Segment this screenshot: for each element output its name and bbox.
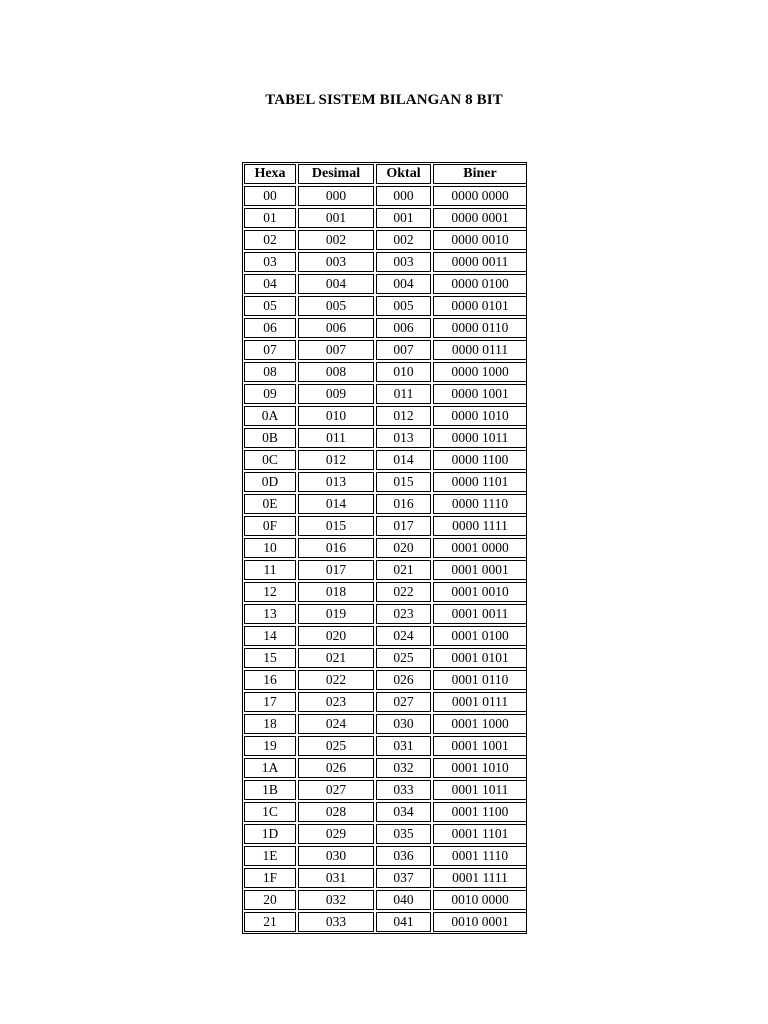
cell-hexa: 15 xyxy=(244,648,296,668)
cell-biner: 0001 1111 xyxy=(433,868,527,888)
cell-oktal: 004 xyxy=(376,274,431,294)
table-row xyxy=(244,692,527,712)
cell-oktal: 013 xyxy=(376,428,431,448)
table-row xyxy=(244,890,527,910)
cell-biner: 0000 0001 xyxy=(433,208,527,228)
cell-biner: 0001 1000 xyxy=(433,714,527,734)
cell-desimal: 029 xyxy=(298,824,374,844)
cell-oktal: 012 xyxy=(376,406,431,426)
cell-hexa: 03 xyxy=(244,252,296,272)
cell-desimal: 022 xyxy=(298,670,374,690)
table-row xyxy=(244,780,527,800)
cell-biner: 0001 0100 xyxy=(433,626,527,646)
cell-hexa: 0E xyxy=(244,494,296,514)
number-system-table xyxy=(242,162,529,934)
table-row xyxy=(244,428,527,448)
cell-hexa: 06 xyxy=(244,318,296,338)
cell-hexa: 1A xyxy=(244,758,296,778)
table-row xyxy=(244,846,527,866)
cell-desimal: 006 xyxy=(298,318,374,338)
cell-hexa: 0C xyxy=(244,450,296,470)
cell-desimal: 002 xyxy=(298,230,374,250)
table-row xyxy=(244,648,527,668)
cell-hexa: 1D xyxy=(244,824,296,844)
cell-hexa: 04 xyxy=(244,274,296,294)
cell-oktal: 015 xyxy=(376,472,431,492)
cell-desimal: 026 xyxy=(298,758,374,778)
cell-oktal: 014 xyxy=(376,450,431,470)
cell-hexa: 07 xyxy=(244,340,296,360)
cell-oktal: 020 xyxy=(376,538,431,558)
cell-oktal: 040 xyxy=(376,890,431,910)
table-row xyxy=(244,494,527,514)
cell-hexa: 18 xyxy=(244,714,296,734)
cell-oktal: 026 xyxy=(376,670,431,690)
table-row xyxy=(244,208,527,228)
cell-desimal: 015 xyxy=(298,516,374,536)
cell-desimal: 014 xyxy=(298,494,374,514)
cell-desimal: 013 xyxy=(298,472,374,492)
cell-biner: 0000 1101 xyxy=(433,472,527,492)
cell-hexa: 10 xyxy=(244,538,296,558)
cell-hexa: 00 xyxy=(244,186,296,206)
cell-hexa: 17 xyxy=(244,692,296,712)
cell-biner: 0000 1011 xyxy=(433,428,527,448)
cell-oktal: 003 xyxy=(376,252,431,272)
cell-hexa: 08 xyxy=(244,362,296,382)
cell-oktal: 010 xyxy=(376,362,431,382)
cell-desimal: 024 xyxy=(298,714,374,734)
cell-oktal: 021 xyxy=(376,560,431,580)
cell-biner: 0000 0010 xyxy=(433,230,527,250)
cell-biner: 0000 1001 xyxy=(433,384,527,404)
cell-desimal: 028 xyxy=(298,802,374,822)
table-row xyxy=(244,472,527,492)
table-row xyxy=(244,230,527,250)
cell-biner: 0001 1011 xyxy=(433,780,527,800)
cell-desimal: 021 xyxy=(298,648,374,668)
header-desimal: Desimal xyxy=(298,164,374,184)
table-row xyxy=(244,362,527,382)
table-row xyxy=(244,582,527,602)
cell-biner: 0001 0010 xyxy=(433,582,527,602)
cell-hexa: 19 xyxy=(244,736,296,756)
cell-oktal: 005 xyxy=(376,296,431,316)
cell-desimal: 012 xyxy=(298,450,374,470)
table-row xyxy=(244,384,527,404)
table-row xyxy=(244,604,527,624)
table-row xyxy=(244,824,527,844)
cell-hexa: 01 xyxy=(244,208,296,228)
cell-hexa: 16 xyxy=(244,670,296,690)
table-row xyxy=(244,340,527,360)
cell-biner: 0001 1001 xyxy=(433,736,527,756)
cell-biner: 0010 0001 xyxy=(433,912,527,932)
cell-oktal: 017 xyxy=(376,516,431,536)
cell-oktal: 041 xyxy=(376,912,431,932)
cell-hexa: 20 xyxy=(244,890,296,910)
cell-oktal: 002 xyxy=(376,230,431,250)
table-row xyxy=(244,560,527,580)
cell-biner: 0000 0000 xyxy=(433,186,527,206)
cell-desimal: 030 xyxy=(298,846,374,866)
cell-oktal: 011 xyxy=(376,384,431,404)
cell-desimal: 000 xyxy=(298,186,374,206)
cell-oktal: 027 xyxy=(376,692,431,712)
cell-biner: 0000 0111 xyxy=(433,340,527,360)
number-system-table-frame xyxy=(242,162,527,934)
table-row xyxy=(244,626,527,646)
cell-desimal: 017 xyxy=(298,560,374,580)
cell-hexa: 12 xyxy=(244,582,296,602)
table-row xyxy=(244,714,527,734)
cell-hexa: 0F xyxy=(244,516,296,536)
cell-hexa: 1C xyxy=(244,802,296,822)
cell-hexa: 1E xyxy=(244,846,296,866)
header-hexa: Hexa xyxy=(244,164,296,184)
cell-hexa: 11 xyxy=(244,560,296,580)
cell-biner: 0000 1000 xyxy=(433,362,527,382)
table-row xyxy=(244,186,527,206)
cell-desimal: 027 xyxy=(298,780,374,800)
table-row xyxy=(244,670,527,690)
table-row xyxy=(244,406,527,426)
cell-oktal: 006 xyxy=(376,318,431,338)
table-body xyxy=(244,186,527,932)
cell-biner: 0001 0011 xyxy=(433,604,527,624)
cell-biner: 0001 0110 xyxy=(433,670,527,690)
table-row xyxy=(244,868,527,888)
table-row xyxy=(244,296,527,316)
cell-oktal: 016 xyxy=(376,494,431,514)
cell-oktal: 022 xyxy=(376,582,431,602)
table-row xyxy=(244,274,527,294)
cell-oktal: 033 xyxy=(376,780,431,800)
cell-hexa: 09 xyxy=(244,384,296,404)
cell-biner: 0000 1110 xyxy=(433,494,527,514)
table-row xyxy=(244,758,527,778)
cell-desimal: 010 xyxy=(298,406,374,426)
table-row xyxy=(244,516,527,536)
cell-hexa: 1F xyxy=(244,868,296,888)
cell-desimal: 031 xyxy=(298,868,374,888)
cell-biner: 0000 1100 xyxy=(433,450,527,470)
cell-desimal: 033 xyxy=(298,912,374,932)
table-row xyxy=(244,252,527,272)
table-row xyxy=(244,912,527,932)
cell-biner: 0000 0100 xyxy=(433,274,527,294)
cell-biner: 0000 0101 xyxy=(433,296,527,316)
cell-hexa: 0A xyxy=(244,406,296,426)
cell-biner: 0001 1010 xyxy=(433,758,527,778)
table-row xyxy=(244,538,527,558)
header-biner: Biner xyxy=(433,164,527,184)
cell-oktal: 030 xyxy=(376,714,431,734)
cell-desimal: 004 xyxy=(298,274,374,294)
table-header-row xyxy=(244,164,527,184)
cell-oktal: 037 xyxy=(376,868,431,888)
cell-desimal: 023 xyxy=(298,692,374,712)
cell-oktal: 031 xyxy=(376,736,431,756)
cell-hexa: 02 xyxy=(244,230,296,250)
cell-desimal: 003 xyxy=(298,252,374,272)
cell-desimal: 018 xyxy=(298,582,374,602)
cell-hexa: 0B xyxy=(244,428,296,448)
cell-biner: 0001 1100 xyxy=(433,802,527,822)
cell-oktal: 001 xyxy=(376,208,431,228)
table-row xyxy=(244,802,527,822)
cell-biner: 0001 0001 xyxy=(433,560,527,580)
cell-oktal: 036 xyxy=(376,846,431,866)
cell-biner: 0001 0101 xyxy=(433,648,527,668)
cell-desimal: 025 xyxy=(298,736,374,756)
cell-desimal: 020 xyxy=(298,626,374,646)
cell-desimal: 019 xyxy=(298,604,374,624)
cell-biner: 0001 1110 xyxy=(433,846,527,866)
cell-hexa: 1B xyxy=(244,780,296,800)
cell-oktal: 032 xyxy=(376,758,431,778)
cell-biner: 0000 0011 xyxy=(433,252,527,272)
cell-oktal: 034 xyxy=(376,802,431,822)
cell-oktal: 007 xyxy=(376,340,431,360)
cell-desimal: 016 xyxy=(298,538,374,558)
table-row xyxy=(244,318,527,338)
cell-oktal: 000 xyxy=(376,186,431,206)
cell-biner: 0000 0110 xyxy=(433,318,527,338)
header-oktal: Oktal xyxy=(376,164,431,184)
cell-hexa: 0D xyxy=(244,472,296,492)
cell-desimal: 001 xyxy=(298,208,374,228)
cell-desimal: 011 xyxy=(298,428,374,448)
cell-biner: 0001 0000 xyxy=(433,538,527,558)
cell-oktal: 023 xyxy=(376,604,431,624)
cell-biner: 0010 0000 xyxy=(433,890,527,910)
cell-desimal: 032 xyxy=(298,890,374,910)
table-row xyxy=(244,736,527,756)
cell-hexa: 05 xyxy=(244,296,296,316)
cell-desimal: 007 xyxy=(298,340,374,360)
cell-hexa: 14 xyxy=(244,626,296,646)
cell-oktal: 024 xyxy=(376,626,431,646)
cell-hexa: 13 xyxy=(244,604,296,624)
cell-desimal: 009 xyxy=(298,384,374,404)
cell-biner: 0000 1010 xyxy=(433,406,527,426)
cell-oktal: 025 xyxy=(376,648,431,668)
cell-biner: 0001 0111 xyxy=(433,692,527,712)
cell-biner: 0001 1101 xyxy=(433,824,527,844)
cell-hexa: 21 xyxy=(244,912,296,932)
cell-biner: 0000 1111 xyxy=(433,516,527,536)
table-row xyxy=(244,450,527,470)
cell-desimal: 005 xyxy=(298,296,374,316)
cell-desimal: 008 xyxy=(298,362,374,382)
cell-oktal: 035 xyxy=(376,824,431,844)
page-title: TABEL SISTEM BILANGAN 8 BIT xyxy=(265,92,503,108)
